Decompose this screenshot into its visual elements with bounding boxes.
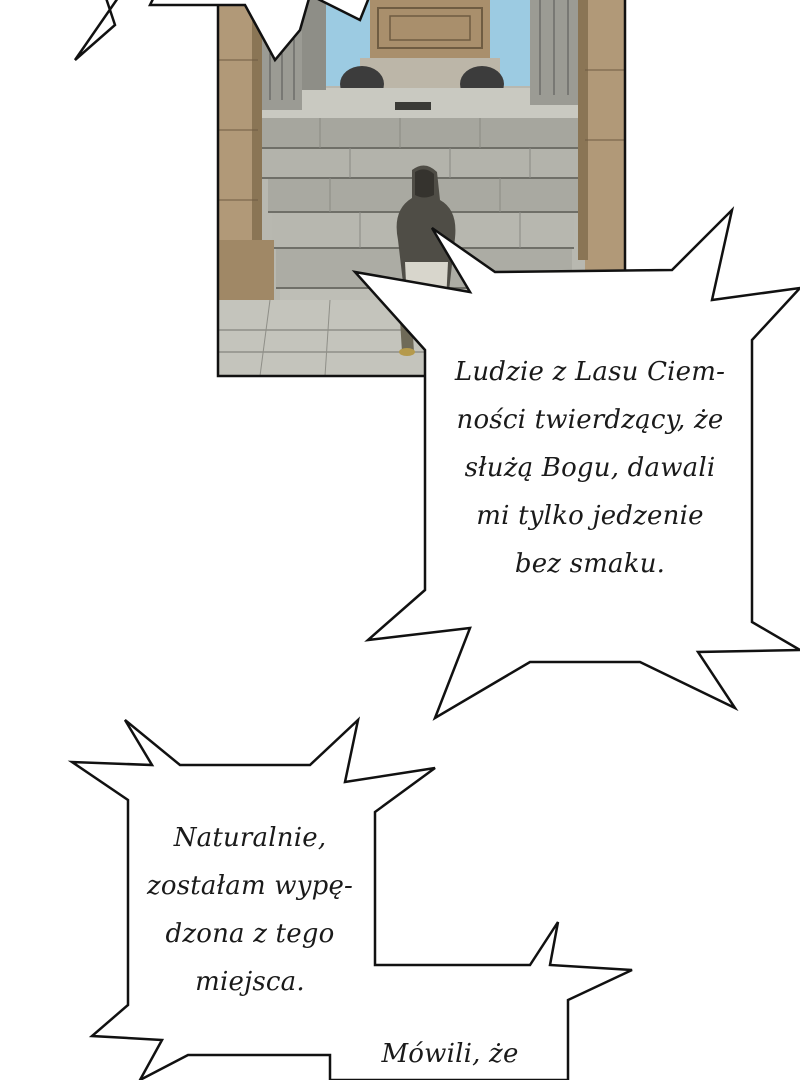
altar — [370, 0, 490, 62]
bubble-text-expelled — [130, 814, 370, 1006]
bubble-line: Mówili, że — [381, 1039, 519, 1069]
bubble-line: dzona z tego — [165, 919, 335, 949]
bubble-text-they-said — [345, 1030, 555, 1078]
bubble-line: służą Bogu, dawali — [464, 453, 716, 483]
bubble-line: bez smaku. — [514, 549, 666, 579]
bubble-text-forest-people — [430, 348, 750, 588]
bubble-line: zostałam wypę- — [146, 871, 354, 901]
bubble-line: Naturalnie, — [173, 823, 327, 853]
bubble-line: miejsca. — [195, 967, 305, 997]
bubble-line: mi tylko jedzenie — [476, 501, 704, 531]
bubble-line: ności twierdzący, że — [456, 405, 724, 435]
bubble-line: Ludzie z Lasu Ciem- — [454, 357, 726, 387]
